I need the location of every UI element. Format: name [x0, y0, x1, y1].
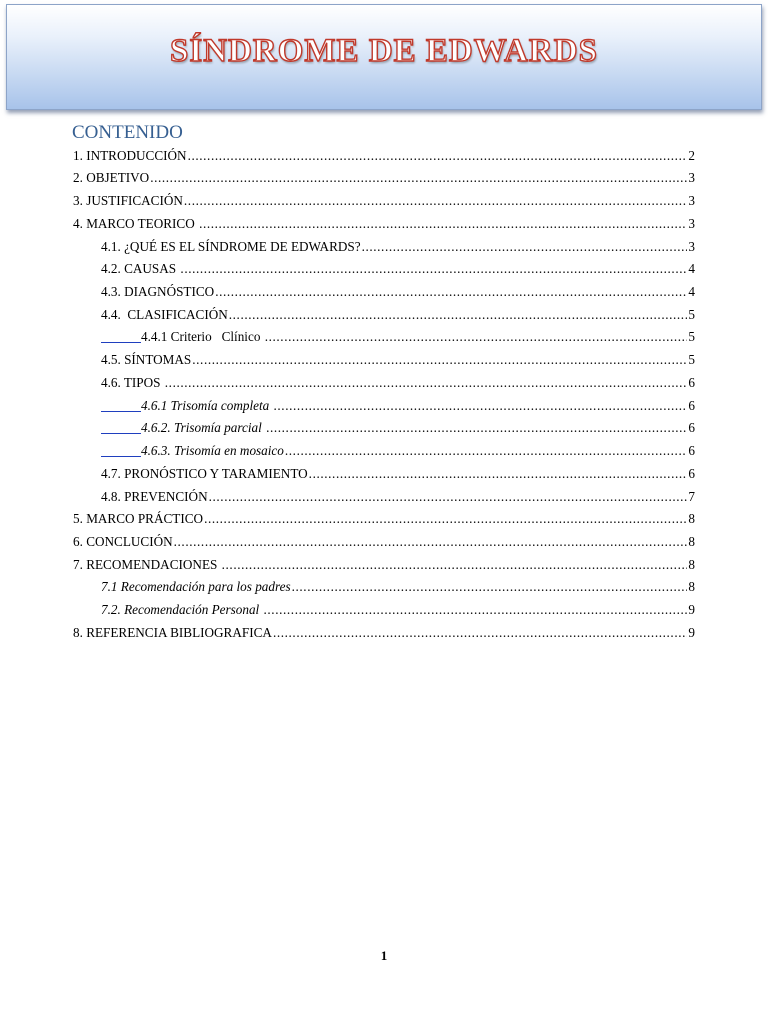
dot-leader [309, 466, 688, 482]
toc-entry-recomendacion-padres[interactable] [101, 573, 695, 595]
link-underline [101, 433, 141, 434]
dot-leader [222, 557, 688, 573]
toc-entry-diagnostico[interactable] [101, 278, 695, 300]
dot-leader [273, 625, 687, 641]
toc-entry-page: 6 [688, 398, 695, 413]
toc-entry-label: 4.6. TIPOS [101, 375, 164, 390]
toc-entry-page: 2 [688, 148, 695, 163]
dot-leader [362, 239, 688, 255]
toc-entry-criterio-clinico[interactable] [101, 323, 695, 345]
toc-entry-introduccion[interactable] [73, 142, 695, 164]
toc-entry-label: 4.4. CLASIFICACIÓN [101, 307, 228, 322]
toc-entry-label: 5. MARCO PRÁCTICO [73, 511, 204, 526]
toc-entry-prevencion[interactable] [101, 483, 695, 505]
toc-entry-page: 3 [688, 170, 695, 185]
toc-entry-recomendacion-personal[interactable] [101, 596, 695, 618]
toc-entry-page: 5 [688, 307, 695, 322]
toc-entry-label: 4.6.1 Trisomía completa [141, 398, 273, 413]
dot-leader [285, 443, 688, 459]
dot-leader [264, 602, 688, 618]
dot-leader [209, 489, 688, 505]
toc-entry-page: 6 [688, 420, 695, 435]
toc-entry-que-es[interactable] [101, 233, 695, 255]
toc-entry-label: 4.1. ¿QUÉ ES EL SÍNDROME DE EDWARDS? [101, 239, 361, 254]
toc-entry-trisomia-completa[interactable] [101, 392, 695, 414]
toc-entry-label: 4.5. SÍNTOMAS [101, 352, 192, 367]
toc-entry-pronostico[interactable] [101, 460, 695, 482]
toc-entry-page: 6 [688, 443, 695, 458]
toc-entry-label: 7. RECOMENDACIONES [73, 557, 221, 572]
dot-leader [274, 398, 688, 414]
toc-entry-sintomas[interactable] [101, 346, 695, 368]
toc-entry-causas[interactable] [101, 255, 695, 277]
toc-entry-conclucion[interactable] [73, 528, 695, 550]
dot-leader [150, 170, 687, 186]
toc-entry-trisomia-parcial[interactable] [101, 414, 695, 436]
toc-entry-page: 4 [688, 284, 695, 299]
dot-leader [215, 284, 687, 300]
dot-leader [265, 329, 688, 345]
dot-leader [174, 534, 688, 550]
toc-entry-page: 5 [688, 329, 695, 344]
toc-entry-label: 8. REFERENCIA BIBLIOGRAFICA [73, 625, 272, 640]
toc-entry-label: 6. CONCLUCIÓN [73, 534, 173, 549]
toc-entry-page: 5 [688, 352, 695, 367]
toc-entry-page: 6 [688, 466, 695, 481]
toc-entry-page: 3 [688, 216, 695, 231]
toc-entry-trisomia-mosaico[interactable] [101, 437, 695, 459]
toc-entry-page: 3 [688, 239, 695, 254]
toc-entry-objetivo[interactable] [73, 164, 695, 186]
toc-entry-label: 4.4.1 Criterio Clínico [141, 329, 264, 344]
toc-entry-page: 8 [688, 557, 695, 572]
title-banner [6, 4, 762, 110]
toc-entry-label: 4.8. PREVENCIÓN [101, 489, 208, 504]
dot-leader [184, 193, 688, 209]
toc-entry-page: 3 [688, 193, 695, 208]
dot-leader [180, 261, 687, 277]
toc-entry-page: 7 [688, 489, 695, 504]
toc-entry-label: 3. JUSTIFICACIÓN [73, 193, 183, 208]
page-number: 1 [380, 948, 388, 963]
toc-entry-page: 6 [688, 375, 695, 390]
toc-entry-page: 9 [688, 625, 695, 640]
toc-heading: CONTENIDO [72, 122, 183, 143]
toc-entry-clasificacion[interactable] [101, 301, 695, 323]
link-underline [101, 342, 141, 343]
link-underline [101, 456, 141, 457]
toc-entry-label: 4.6.2. Trisomía parcial [141, 420, 266, 435]
toc-entry-label: 4.6.3. Trisomía en mosaico [141, 443, 284, 458]
toc-entry-marco-teorico[interactable] [73, 210, 695, 232]
toc-entry-label: 4. MARCO TEORICO [73, 216, 199, 231]
toc-entry-label: 4.7. PRONÓSTICO Y TARAMIENTO [101, 466, 308, 481]
toc-entry-page: 4 [688, 261, 695, 276]
dot-leader [165, 375, 688, 391]
toc-entry-tipos[interactable] [101, 369, 695, 391]
dot-leader [192, 352, 687, 368]
toc-entry-recomendaciones[interactable] [73, 551, 695, 573]
dot-leader [229, 307, 688, 323]
toc-entry-label: 1. INTRODUCCIÓN [73, 148, 187, 163]
toc-entry-page: 8 [688, 534, 695, 549]
document-title: SÍNDROME DE EDWARDS [170, 33, 598, 69]
link-underline [101, 411, 141, 412]
dot-leader [199, 216, 687, 232]
dot-leader [292, 579, 688, 595]
toc-entry-marco-practico[interactable] [73, 505, 695, 527]
toc-entry-label: 4.3. DIAGNÓSTICO [101, 284, 215, 299]
dot-leader [204, 511, 687, 527]
dot-leader [266, 420, 687, 436]
toc-entry-justificacion[interactable] [73, 187, 695, 209]
toc-entry-label: 7.2. Recomendación Personal [101, 602, 263, 617]
toc-entry-label: 7.1 Recomendación para los padres [101, 579, 291, 594]
toc-entry-page: 8 [688, 511, 695, 526]
toc-entry-page: 8 [688, 579, 695, 594]
toc-entry-page: 9 [688, 602, 695, 617]
dot-leader [188, 148, 688, 164]
toc-entry-label: 2. OBJETIVO [73, 170, 150, 185]
toc-entry-referencia[interactable] [73, 619, 695, 641]
toc-entry-label: 4.2. CAUSAS [101, 261, 180, 276]
